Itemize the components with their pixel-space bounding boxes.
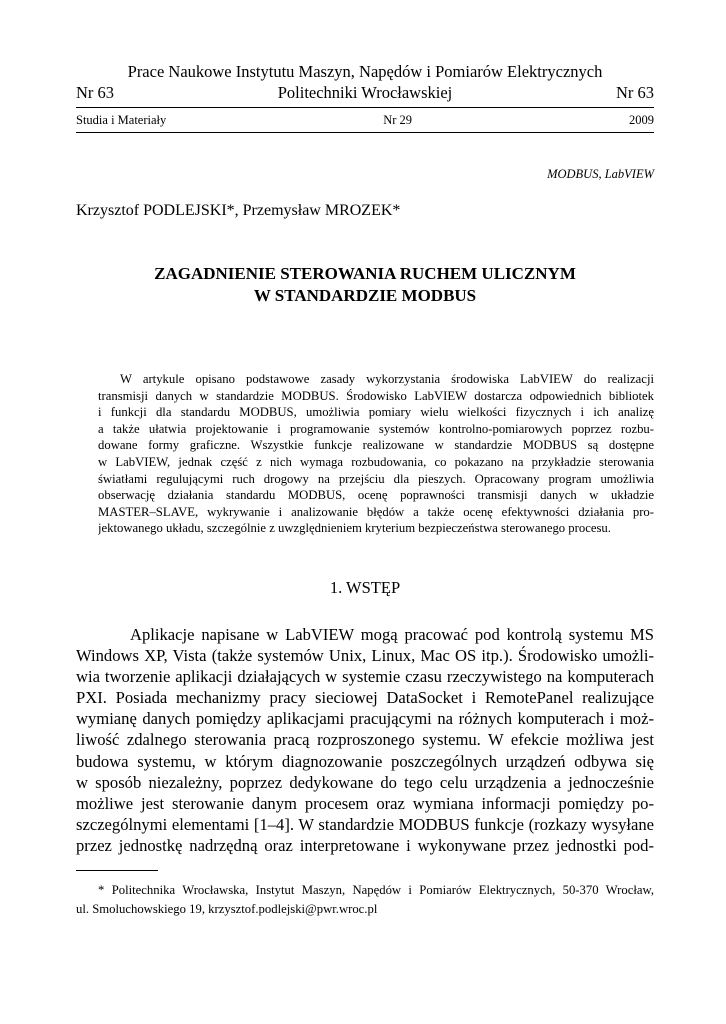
body-line: Windows XP, Vista (także systemów Unix, Linux, Mac OS itp.). Środowisko umożli- (76, 646, 654, 666)
title-line: ZAGADNIENIE STEROWANIA RUCHEM ULICZNYM (154, 264, 576, 283)
abstract-line: dowane formy graficzne. Wszystkie funkcje realizowane w standardzie MODBUS są dostępne (98, 438, 654, 453)
body-line: PXI. Posiada mechanizmy pracy sieciowej DataSocket i RemotePanel realizujące (76, 688, 654, 708)
abstract-line: a także ułatwia projektowanie i programowanie systemów kontrolno-pomiarowych poprzez rozbu- (98, 421, 654, 436)
subseries-name: Studia i Materiały (76, 113, 167, 127)
journal-series-title: Prace Naukowe Instytutu Maszyn, Napędów i Pomiarów Elektrycznych (127, 62, 603, 81)
section-heading: 1. WSTĘP (329, 578, 401, 597)
footnote-line: ul. Smoluchowskiego 19, krzysztof.podlejski@pwr.wroc.pl (76, 902, 378, 916)
body-line: możliwe jest sterowanie danym procesem oraz wymiana informacji pomiędzy po- (76, 793, 654, 813)
subseries-number: Nr 29 (383, 113, 413, 127)
university-name: Politechniki Wrocławskiej (277, 83, 453, 102)
issue-number-right: Nr 63 (615, 83, 654, 102)
abstract-line: w LabVIEW, jednak część z nich wymaga rozbudowania, co pokazano na przykładzie sterowania (98, 454, 654, 469)
body-line: przez jednostkę nadrzędną oraz interpretowane i wykonywane przez jednostki pod- (76, 835, 654, 855)
body-line: Aplikacje napisane w LabVIEW mogą pracować pod kontrolą systemu MS (130, 625, 654, 644)
body-line: budowa systemu, w którym diagnozowanie poszczególnych urządzeń odbywa się (76, 751, 654, 771)
abstract-line: i funkcji dla standardu MODBUS, umożliwia pomiary wielu wielkości fizycznych i ich analizę (98, 405, 654, 420)
abstract-line: transmisji danych w standardzie MODBUS. Środowisko LabVIEW dostarcza odpowiednich bibliotek (98, 388, 654, 403)
body-line: liwość zdalnego sterowania pracą rozproszonego systemu. W efekcie możliwa jest (76, 730, 654, 750)
authors: Krzysztof PODLEJSKI*, Przemysław MROZEK* (76, 202, 401, 219)
footnote-line: * Politechnika Wrocławska, Instytut Maszyn, Napędów i Pomiarów Elektrycznych, 50-370 Wrocław, (98, 883, 654, 897)
subseries-line (76, 112, 654, 128)
abstract (98, 371, 654, 537)
abstract-line: MASTER–SLAVE, wykrywanie i analizowanie błędów a także ocenę efektywności działania pro- (98, 504, 654, 519)
header-divider-bottom (76, 132, 654, 133)
footnote (76, 881, 654, 919)
journal-header-line (76, 83, 654, 103)
paper-title (76, 263, 654, 307)
body-line: wia tworzenie aplikacji działających w systemie czasu rzeczywistego na komputerach (76, 667, 654, 687)
title-line: W STANDARDZIE MODBUS (253, 286, 477, 305)
issue-number-left: Nr 63 (76, 83, 115, 102)
body-text (76, 624, 654, 856)
publication-year: 2009 (629, 113, 654, 127)
body-line: szczególnymi elementami [1–4]. W standardzie MODBUS funkcje (rozkazy wysyłane (76, 814, 654, 834)
abstract-line: W artykule opisano podstawowe zasady wykorzystania środowiska LabVIEW do realizacji (120, 372, 654, 386)
body-line: wymianę danych pomiędzy aplikacjami pracującymi na różnych komputerach i moż- (76, 709, 654, 729)
abstract-line: jektowanego układu, szczególnie z uwzględnieniem kryterium bezpieczeństwa sterowanego procesu. (98, 521, 611, 536)
abstract-line: światłami regulującymi ruch drogowy na przejściu dla pieszych. Opracowany program umożliwia (98, 471, 654, 486)
keywords: MODBUS, LabVIEW (547, 167, 654, 181)
header-divider-top (76, 107, 654, 108)
footnote-divider (76, 870, 158, 871)
body-line: w sposób niezależny, poprzez dedykowane do tego celu urządzenia a jednocześnie (76, 772, 654, 792)
abstract-line: obserwację działania standardu MODBUS, ocenę poprawności transmisji danych w układzie (98, 488, 654, 503)
